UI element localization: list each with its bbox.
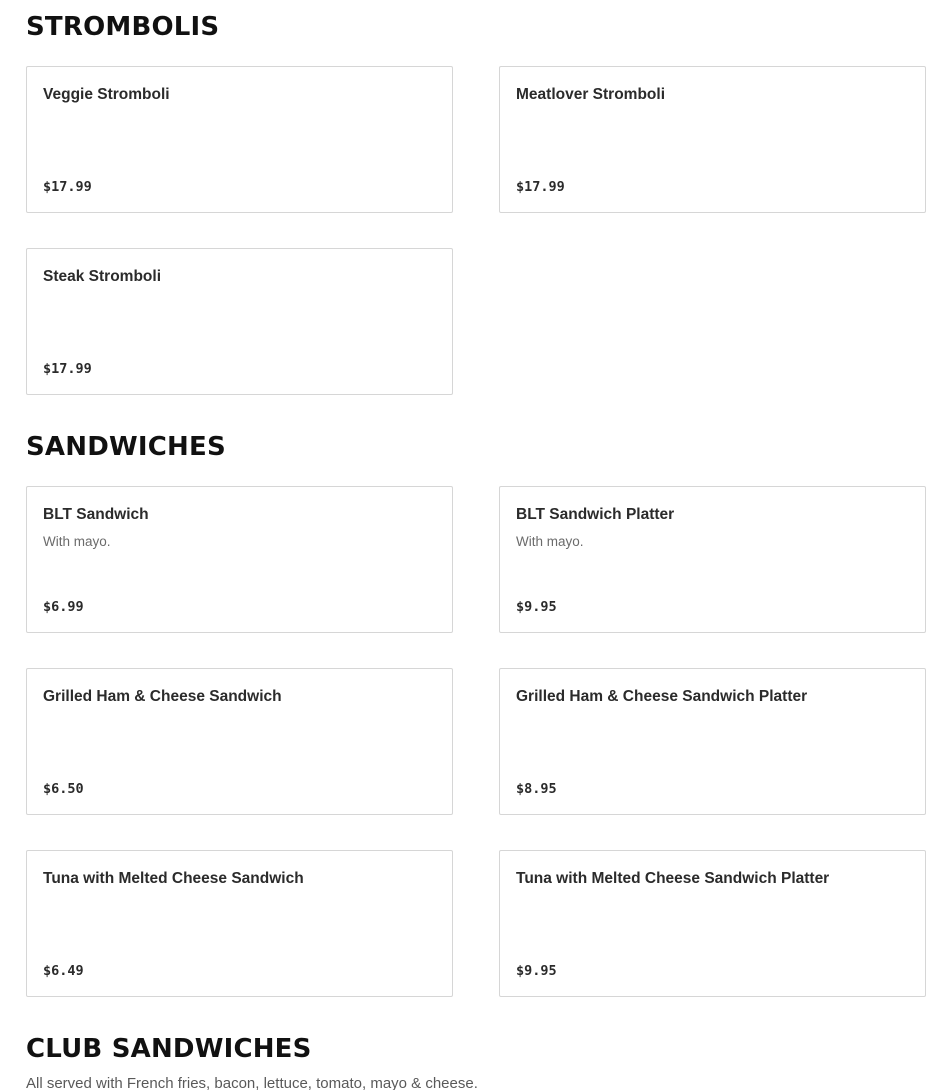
- menu-item-price: $17.99: [43, 179, 92, 195]
- menu-item-name: Tuna with Melted Cheese Sandwich: [43, 870, 304, 887]
- menu-item-name: Meatlover Stromboli: [516, 86, 665, 103]
- section-title-club-sandwiches: CLUB SANDWICHES: [26, 1034, 312, 1064]
- menu-item-price: $17.99: [43, 361, 92, 377]
- menu-item-name: Tuna with Melted Cheese Sandwich Platter: [516, 870, 830, 887]
- menu-item-card[interactable]: [26, 66, 453, 213]
- menu-item-card[interactable]: [499, 66, 926, 213]
- menu-item-price: $9.95: [516, 599, 557, 615]
- menu-item-name: Grilled Ham & Cheese Sandwich: [43, 688, 282, 705]
- menu-item-name: BLT Sandwich Platter: [516, 506, 675, 523]
- section-title-strombolis: STROMBOLIS: [26, 12, 220, 42]
- menu-item-price: $8.95: [516, 781, 557, 797]
- menu-item-card[interactable]: [26, 248, 453, 395]
- menu-item-card[interactable]: [26, 668, 453, 815]
- menu-item-name: BLT Sandwich: [43, 506, 149, 523]
- menu-item-price: $6.99: [43, 599, 84, 615]
- menu-item-description: With mayo.: [516, 534, 584, 549]
- menu-item-name: Steak Stromboli: [43, 268, 161, 285]
- menu-item-price: $17.99: [516, 179, 565, 195]
- section-title-sandwiches: SANDWICHES: [26, 432, 226, 462]
- menu-item-card[interactable]: [26, 850, 453, 997]
- section-description-club-sandwiches: All served with French fries, bacon, lettuce, tomato, mayo & cheese.: [26, 1075, 478, 1090]
- menu-item-card[interactable]: [499, 668, 926, 815]
- menu-item-name: Veggie Stromboli: [43, 86, 170, 103]
- menu-item-card[interactable]: [499, 486, 926, 633]
- menu-item-price: $9.95: [516, 963, 557, 979]
- menu-item-price: $6.50: [43, 781, 84, 797]
- menu-item-card[interactable]: [499, 850, 926, 997]
- menu-item-name: Grilled Ham & Cheese Sandwich Platter: [516, 688, 808, 705]
- menu-item-price: $6.49: [43, 963, 84, 979]
- menu-item-description: With mayo.: [43, 534, 111, 549]
- menu-item-card[interactable]: [26, 486, 453, 633]
